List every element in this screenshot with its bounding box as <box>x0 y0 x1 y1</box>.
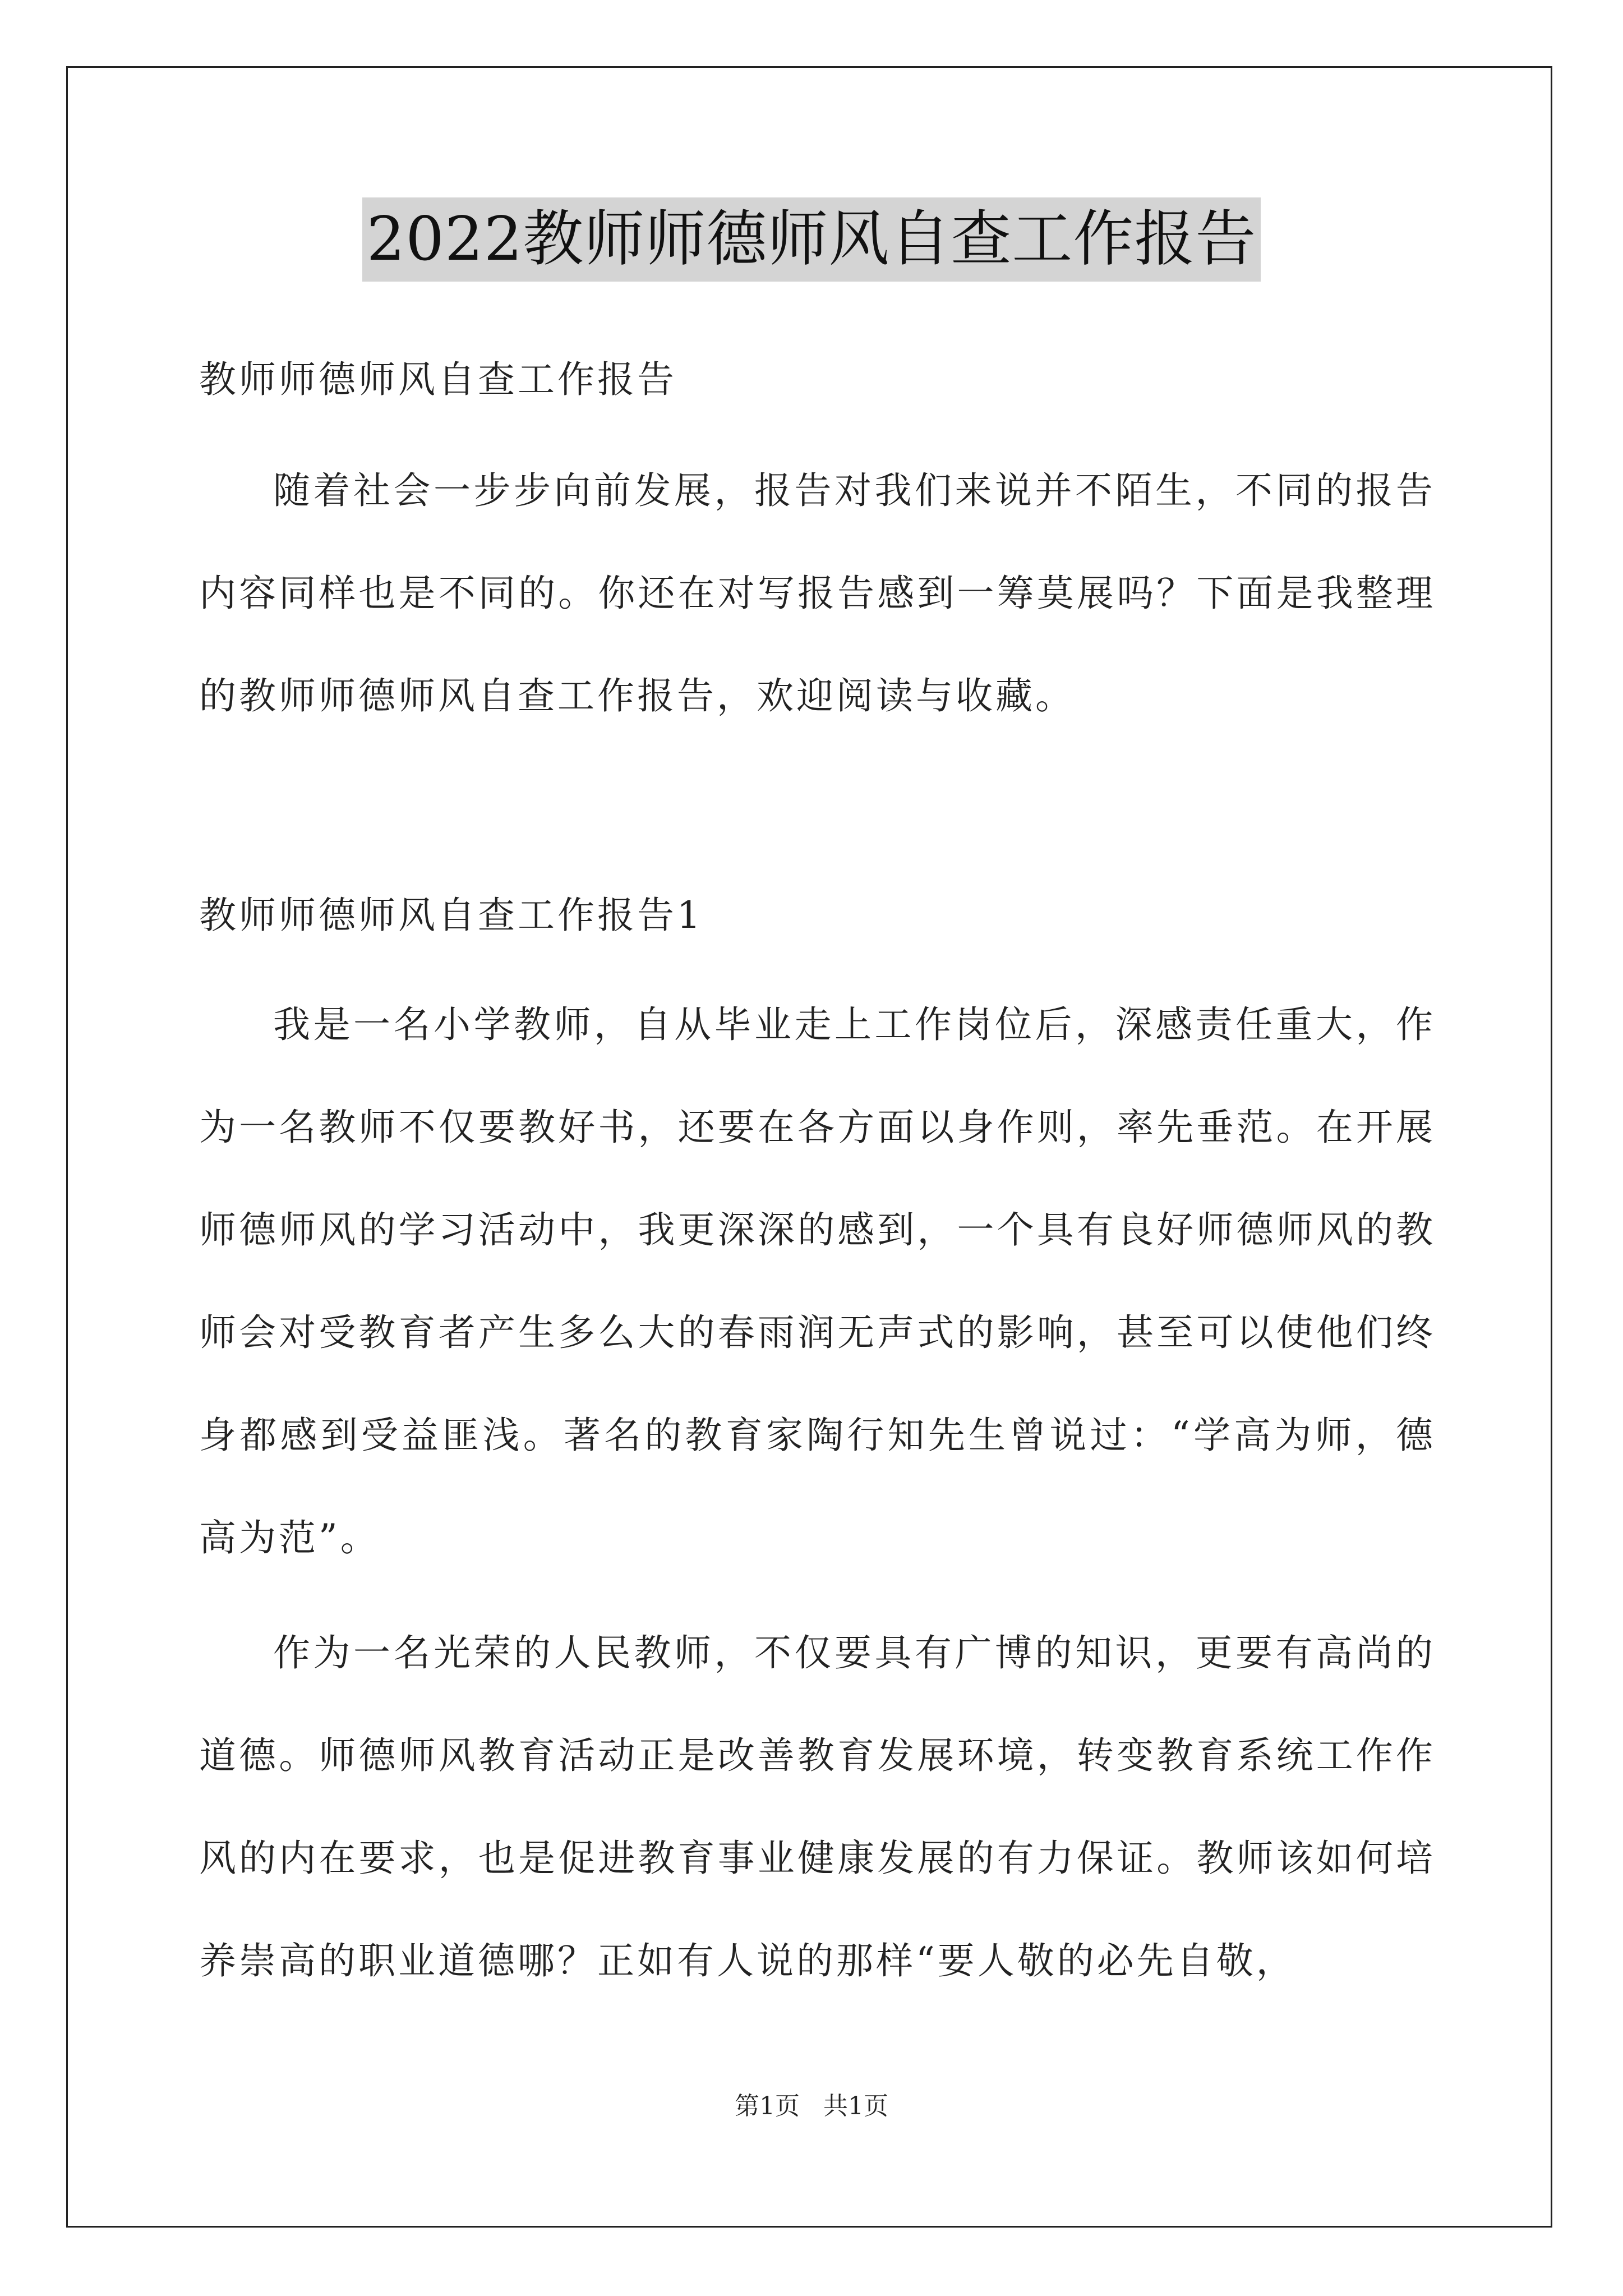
body-paragraph: 我是一名小学教师，自从毕业走上工作岗位后，深感责任重大，作为一名教师不仅要教好书，还要在各方面以身作则，率先垂范。在开展师德师风的学习活动中，我更深深的感到，一个具有良好师德师风的教师会对受教育者产生多么大的春雨润无声式的影响，甚至可以使他们终身都感到受益匪浅。著名的教育家陶行知先生曾说过：“学高为师，德高为范”。 <box>199 1003 1436 1559</box>
document-subtitle: 教师师德师风自查工作报告 <box>199 358 677 401</box>
page-footer: 第1页 共1页 <box>735 2092 888 2120</box>
intro-paragraph: 随着社会一步步向前发展，报告对我们来说并不陌生，不同的报告内容同样也是不同的。你还在对写报告感到一筹莫展吗？下面是我整理的教师师德师风自查工作报告，欢迎阅读与收藏。 <box>199 469 1436 717</box>
document-title: 2022教师师德师风自查工作报告 <box>362 197 1261 282</box>
section-heading: 教师师德师风自查工作报告1 <box>199 894 703 937</box>
title-container <box>0 197 1623 282</box>
body-paragraph: 作为一名光荣的人民教师，不仅要具有广博的知识，更要有高尚的道德。师德师风教育活动正是改善教育发展环境，转变教育系统工作作风的内在要求，也是促进教育事业健康发展的有力保证。教师该如何培养崇高的职业道德哪？正如有人说的那样“要人敬的必先自敬， <box>199 1631 1436 1982</box>
